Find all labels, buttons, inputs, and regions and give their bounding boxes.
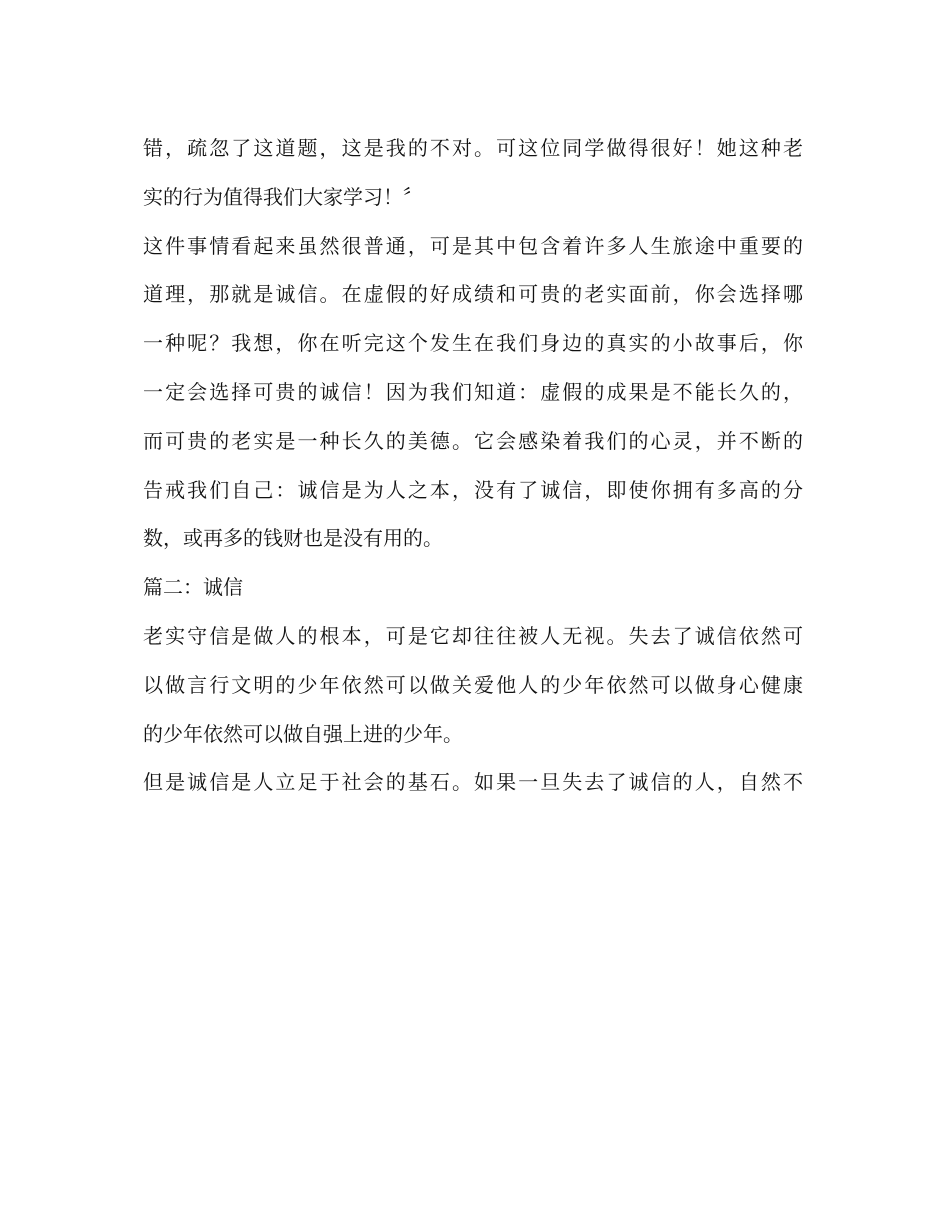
document-body	[143, 124, 803, 807]
text-line: 但是诚信是人立足于社会的基石。如果一旦失去了诚信的人，自然不	[143, 770, 803, 795]
text-line: 一种呢？我想，你在听完这个发生在我们身边的真实的小故事后，你	[143, 331, 803, 356]
text-line: 这件事情看起来虽然很普通，可是其中包含着许多人生旅途中重要的	[143, 233, 803, 258]
text-line: 告戒我们自己：诚信是为人之本，没有了诚信，即使你拥有多高的分	[143, 477, 803, 502]
text-line: 以做言行文明的少年依然可以做关爱他人的少年依然可以做身心健康	[143, 672, 803, 697]
text-line: 而可贵的老实是一种长久的美德。它会感染着我们的心灵，并不断的	[143, 428, 803, 453]
text-line: 错，疏忽了这道题，这是我的不对。可这位同学做得很好！她这种老	[143, 136, 803, 160]
text-line: 实的行为值得我们大家学习！〞	[143, 184, 423, 209]
text-line: 道理，那就是诚信。在虚假的好成绩和可贵的老实面前，你会选择哪	[143, 282, 803, 307]
text-line: 一定会选择可贵的诚信！因为我们知道：虚假的成果是不能长久的，	[143, 379, 803, 404]
text-line: 数，或再多的钱财也是没有用的。	[143, 526, 443, 551]
section-heading: 篇二：诚信	[143, 575, 243, 600]
text-line: 老实守信是做人的根本，可是它却往往被人无视。失去了诚信依然可	[143, 623, 803, 648]
text-line: 的少年依然可以做自强上进的少年。	[143, 721, 463, 746]
